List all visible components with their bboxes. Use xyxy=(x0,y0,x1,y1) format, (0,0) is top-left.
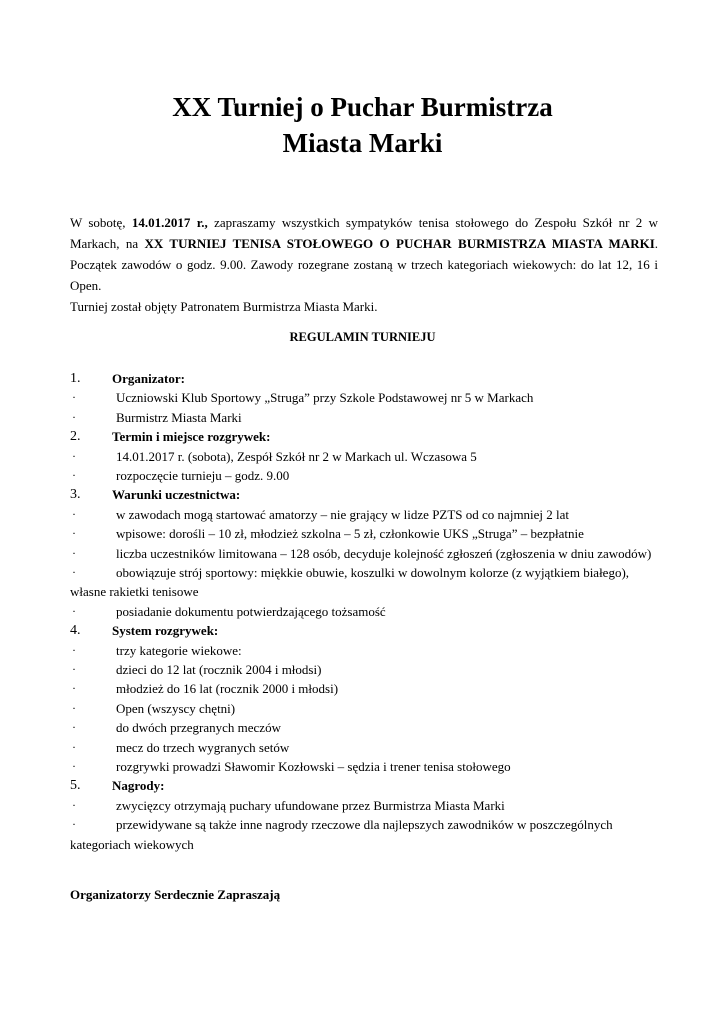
list-item xyxy=(70,815,660,854)
list-item-text: posiadanie dokumentu potwierdzającego tożsamość xyxy=(116,603,386,619)
intro-text xyxy=(70,212,658,317)
list-item-text: rozgrywki prowadzi Sławomir Kozłowski – sędzia i trener tenisa stołowego xyxy=(116,759,511,775)
event-name: XX TURNIEJ TENISA STOŁOWEGO O PUCHAR BURMISTRZA MIASTA MARKI xyxy=(144,236,655,251)
bullet-icon: · xyxy=(72,603,76,618)
bullet-icon: · xyxy=(72,448,76,463)
section-number: 4. xyxy=(70,623,81,639)
section-heading xyxy=(70,427,660,446)
bullet-icon: · xyxy=(72,681,76,696)
section-title: Nagrody: xyxy=(112,778,165,794)
list-item-text: Uczniowski Klub Sportowy „Struga” przy Szkole Podstawowej nr 5 w Markach xyxy=(116,390,534,406)
list-item-text: Open (wszyscy chętni) xyxy=(116,700,236,716)
bullet-icon: · xyxy=(72,545,76,560)
list-item-text: przewidywane są także inne nagrody rzeczowe dla najlepszych zawodników w poszczególnych kategoriach wiekowych xyxy=(70,817,613,852)
regulations-list xyxy=(70,369,660,854)
section-heading xyxy=(70,776,660,795)
list-item-text: wpisowe: dorośli – 10 zł, młodzież szkolna – 5 zł, członkowie UKS „Struga” – bezpłatnie xyxy=(116,526,584,542)
list-item-text: rozpoczęcie turnieju – godz. 9.00 xyxy=(116,468,290,483)
bullet-icon: · xyxy=(72,720,76,735)
section-title: System rozgrywek: xyxy=(112,623,219,639)
event-date: 14.01.2017 r., xyxy=(131,215,208,230)
intro-part-3: . Początek zawodów o godz. 9.00. Zawody rozegrane zostaną w trzech kategoriach wiekowych: do lat 12, 16 i Open. xyxy=(70,236,659,293)
list-item xyxy=(70,757,660,776)
bullet-icon: · xyxy=(72,759,76,774)
list-item-text: 14.01.2017 r. (sobota), Zespół Szkół nr 2 w Markach ul. Wczasowa 5 xyxy=(116,448,477,464)
bullet-icon: · xyxy=(72,390,76,405)
list-item xyxy=(70,718,660,737)
list-item xyxy=(70,679,660,698)
bullet-icon: · xyxy=(72,817,76,832)
list-item xyxy=(70,660,660,679)
list-item-text: dzieci do 12 lat (rocznik 2004 i młodsi) xyxy=(116,662,322,678)
section-title: Warunki uczestnictwa: xyxy=(112,487,241,503)
bullet-icon: · xyxy=(72,565,76,580)
section-number: 5. xyxy=(70,778,81,794)
list-item xyxy=(70,524,660,543)
list-item xyxy=(70,408,660,427)
intro-part-2: zapraszamy wszystkich sympatyków tenisa stołowego do Zespołu Szkół nr 2 w Markach, na xyxy=(70,215,658,251)
list-item-text: zwycięzcy otrzymają puchary ufundowane przez Burmistrza Miasta Marki xyxy=(116,797,505,813)
list-item xyxy=(70,447,660,466)
list-item-text: obowiązuje strój sportowy: miękkie obuwie, koszulki w dowolnym kolorze (z wyjątkiem białego), własne rakietki tenisowe xyxy=(70,565,630,600)
list-item xyxy=(70,699,660,718)
intro-paragraph xyxy=(70,212,658,296)
section-number: 3. xyxy=(70,487,81,503)
list-item xyxy=(70,738,660,757)
bullet-icon: · xyxy=(72,700,76,715)
bullet-icon: · xyxy=(72,506,76,521)
list-item-text: młodzież do 16 lat (rocznik 2000 i młodsi) xyxy=(116,681,339,697)
list-item-text: do dwóch przegranych meczów xyxy=(116,720,281,736)
patronage-line: Turniej został objęty Patronatem Burmistrza Miasta Marki. xyxy=(70,299,378,314)
list-item xyxy=(70,602,660,621)
closing-invitation: Organizatorzy Serdecznie Zapraszają xyxy=(70,887,281,902)
list-item xyxy=(70,563,660,602)
section-title: Organizator: xyxy=(112,371,185,386)
bullet-icon: · xyxy=(72,797,76,812)
list-item-text: w zawodach mogą startować amatorzy – nie grający w lidze PZTS od co najmniej 2 lat xyxy=(116,506,570,522)
bullet-icon: · xyxy=(72,526,76,541)
list-item xyxy=(70,544,660,563)
bullet-icon: · xyxy=(72,468,76,482)
list-item-text: liczba uczestników limitowana – 128 osób, decyduje kolejność zgłoszeń (zgłoszenia w dniu zawodów) xyxy=(116,545,652,561)
section-heading xyxy=(70,621,660,640)
bullet-icon: · xyxy=(72,642,76,657)
list-item xyxy=(70,388,660,407)
bullet-icon: · xyxy=(72,662,76,677)
bullet-icon: · xyxy=(72,739,76,754)
section-number: 1. xyxy=(70,371,81,386)
section-heading xyxy=(70,369,660,388)
list-item-text: Burmistrz Miasta Marki xyxy=(116,409,242,425)
section-title: Termin i miejsce rozgrywek: xyxy=(112,429,271,445)
document-title-line-1: XX Turniej o Puchar Burmistrza xyxy=(172,92,553,122)
bullet-icon: · xyxy=(72,409,76,424)
list-item-text: mecz do trzech wygranych setów xyxy=(116,739,290,755)
list-item xyxy=(70,641,660,660)
list-item xyxy=(70,796,660,815)
intro-part-1: W sobotę, xyxy=(70,215,132,230)
regulations-heading: REGULAMIN TURNIEJU xyxy=(289,330,436,344)
section-number: 2. xyxy=(70,429,81,445)
document-title-line-2: Miasta Marki xyxy=(282,128,443,158)
list-item xyxy=(70,466,660,485)
section-heading xyxy=(70,485,660,504)
list-item xyxy=(70,505,660,524)
list-item-text: trzy kategorie wiekowe: xyxy=(116,642,242,658)
